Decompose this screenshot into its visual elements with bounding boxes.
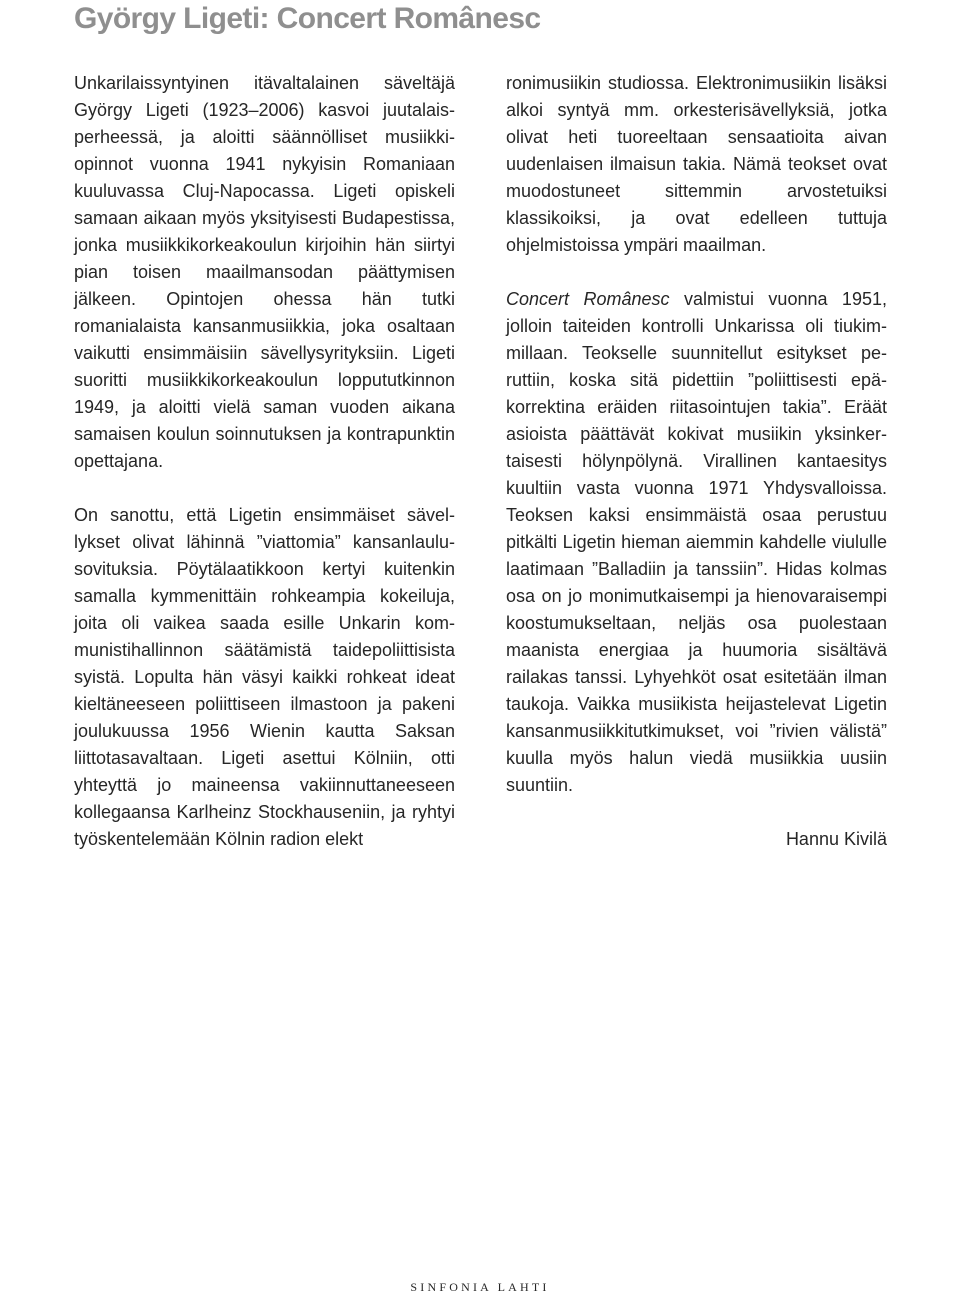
paragraph — [506, 286, 887, 799]
right-column — [506, 70, 887, 853]
article-title: György Ligeti: Concert Românesc — [74, 2, 541, 35]
footer-publisher: SINFONIA LAHTI — [410, 1280, 550, 1294]
paragraph: On sanottu, että Ligetin ensimmäiset sävellykset olivat lähinnä ”viattomia” kansanlaulusovituksia. Pöytälaatikkoon kertyi kuitenkin samalla kymmenittäin rohkeampia kokeiluja, joita oli vaikea saada esille Unkarin kommunistihallinnon säätämistä taidepoliittisista syistä. Lopulta hän väsyi kaikki rohkeat ideat kieltäneeseen poliittiseen ilmastoon ja pakeni joulukuussa 1956 Wienin kautta Saksan liittotasavaltaan. Ligeti asettui Kölniin, otti yhteyttä jo maineensa vakiinnuttaneeseen kollegaansa Karlheinz Stockhauseniin, ja ryhtyi työskentelemään Kölnin radion elekt — [74, 505, 455, 849]
paragraph-text: valmistui vuonna 1951, jolloin taiteiden kontrolli Unkarissa oli tiukimmillaan. Teokselle suunnitellut esitykset peruttiin, koska sitä pidettiin ”poliittisesti epäkorrektina eräiden riitasointujen takia”. Eräät asioista päättävät kokivat musiikin yksinkertaisesti hölynpölynä. Virallinen kantaesitys kuultiin vasta vuonna 1971 Yhdysvalloissa. Teoksen kaksi ensimmäistä osaa perustuu pitkälti Ligetin hieman aiemmin kahdelle viululle laatimaan ”Balladiin ja tanssiin”. Hidas kolmas osa on jo monimutkaisempi ja hienovaraisempi koostumukseltaan, neljäs osa puolestaan maanista energiaa ja huumoria sisältävä railakas tanssi. Lyhyehköt osat esitetään ilman taukoja. Vaikka musiikista heijastelevat Ligetin kansanmusiikkitutkimukset, voi ”rivien välistä” kuulla myös halun viedä musiikkia uusiin suuntiin. — [506, 289, 887, 795]
left-column — [74, 70, 455, 853]
paragraph: Unkarilaissyntyinen itävaltalainen säveltäjä György Ligeti (1923–2006) kasvoi juutalaisperheessä, ja aloitti säännölliset musiikkiopinnot vuonna 1941 nykyisin Romaniaan kuuluvassa Cluj-Napocassa. Ligeti opiskeli samaan aikaan myös yksityisesti Budapestissa, jonka musiikkikorkeakoulun kirjoihin hän siirtyi pian toisen maailmansodan päättymisen jälkeen. Opintojen ohessa hän tutki romanialaista kansanmusiikkia, joka osaltaan vaikutti ensimmäisiin sävellysyrityksiin. Ligeti suoritti musiikkikorkeakoulun loppututkinnon 1949, ja aloitti vielä saman vuoden aikana samaisen koulun soinnutuksen ja kontrapunktin opettajana. — [74, 73, 455, 471]
paragraph: ronimusiikin studiossa. Elektronimusiikin lisäksi alkoi syntyä mm. orkesterisävellyksiä, jotka olivat heti tuoreeltaan sensaatioita aivan uudenlaisen ilmaisun takia. Nämä teokset ovat muodostuneet sittemmin arvostetuiksi klassikoiksi, ja ovat edelleen tuttuja ohjelmistoissa ympäri maailman. — [506, 73, 887, 255]
work-title: Concert Românesc — [506, 289, 670, 309]
author-signature: Hannu Kivilä — [785, 829, 887, 849]
